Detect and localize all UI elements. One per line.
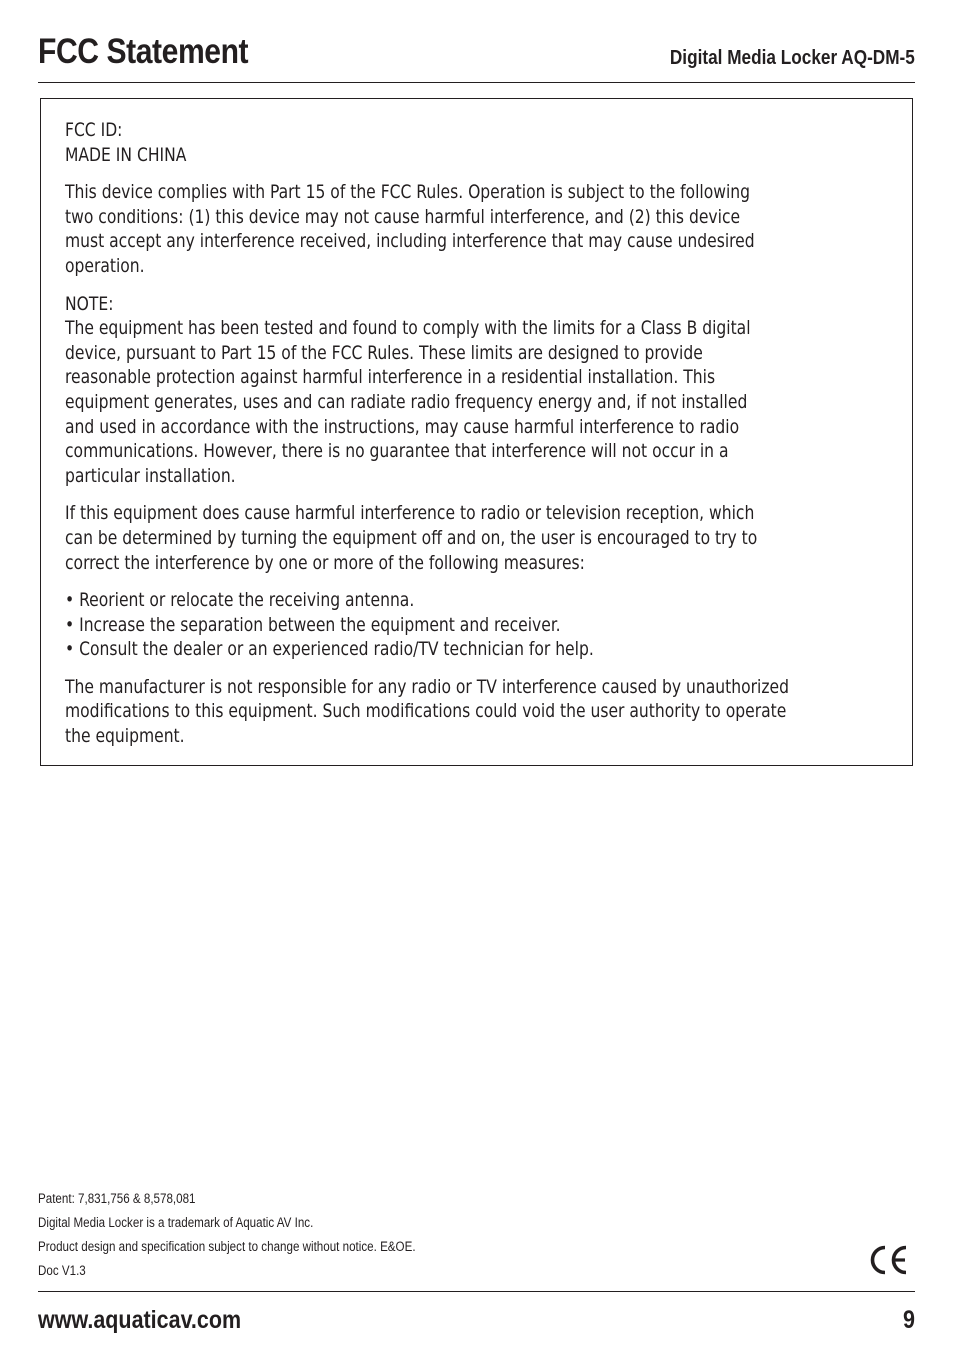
note-label: NOTE:: [65, 293, 114, 315]
ce-mark-icon: [868, 1244, 910, 1276]
fcc-id-line: FCC ID:: [65, 120, 123, 141]
note-line: equipment generates, uses and can radiate radio frequency energy and, if not installed: [65, 391, 748, 413]
note-line: communications. However, there is no guarantee that interference will not occur in a: [65, 441, 729, 463]
page-number: 9: [903, 1306, 915, 1334]
manufacturer-line: the equipment.: [65, 726, 185, 748]
website-url: www.aquaticav.com: [38, 1306, 242, 1334]
trademark-note: Digital Media Locker is a trademark of Aquatic AV Inc.: [38, 1215, 314, 1230]
note-line: device, pursuant to Part 15 of the FCC Rules. These limits are designed to provide: [65, 342, 703, 364]
fcc-id-block: [65, 119, 892, 168]
manufacturer-line: modifications to this equipment. Such modifications could void the user authority to operate: [65, 701, 787, 723]
note-paragraph: [65, 293, 892, 490]
measure-item: • Reorient or relocate the receiving antenna.: [65, 590, 415, 612]
footer-divider: [38, 1291, 915, 1292]
note-line: particular installation.: [65, 465, 236, 487]
compliance-paragraph: [65, 181, 892, 279]
product-name: Digital Media Locker AQ-DM-5: [670, 47, 915, 69]
note-line: The equipment has been tested and found to comply with the limits for a Class B digital: [65, 318, 751, 340]
compliance-line: two conditions: (1) this device may not cause harmful interference, and (2) this device: [65, 206, 741, 228]
interference-line: correct the interference by one or more of the following measures:: [65, 552, 585, 574]
footer-notes: [38, 1187, 416, 1283]
fcc-statement-box: [40, 98, 913, 766]
doc-version: Doc V1.3: [38, 1263, 86, 1278]
origin-line: MADE IN CHINA: [65, 144, 187, 166]
measure-item: • Consult the dealer or an experienced radio/TV technician for help.: [65, 639, 594, 661]
interference-line: If this equipment does cause harmful interference to radio or television reception, which: [65, 503, 755, 525]
disclaimer-note: Product design and specification subject to change without notice. E&OE.: [38, 1239, 416, 1254]
page-title: FCC Statement: [38, 32, 249, 71]
compliance-line: This device complies with Part 15 of the FCC Rules. Operation is subject to the following: [65, 182, 751, 204]
measure-item: • Increase the separation between the equipment and receiver.: [65, 614, 561, 636]
manufacturer-paragraph: [65, 676, 892, 750]
interference-line: can be determined by turning the equipment off and on, the user is encouraged to try to: [65, 527, 758, 549]
header-divider: [38, 82, 915, 83]
patent-note: Patent: 7,831,756 & 8,578,081: [38, 1191, 196, 1206]
measures-list: [65, 589, 892, 663]
note-line: and used in accordance with the instructions, may cause harmful interference to radio: [65, 416, 740, 438]
manufacturer-line: The manufacturer is not responsible for any radio or TV interference caused by unauthorized: [65, 676, 789, 698]
note-line: reasonable protection against harmful interference in a residential installation. This: [65, 367, 716, 389]
compliance-line: operation.: [65, 255, 145, 277]
compliance-line: must accept any interference received, including interference that may cause undesired: [65, 231, 755, 253]
interference-paragraph: [65, 502, 892, 576]
